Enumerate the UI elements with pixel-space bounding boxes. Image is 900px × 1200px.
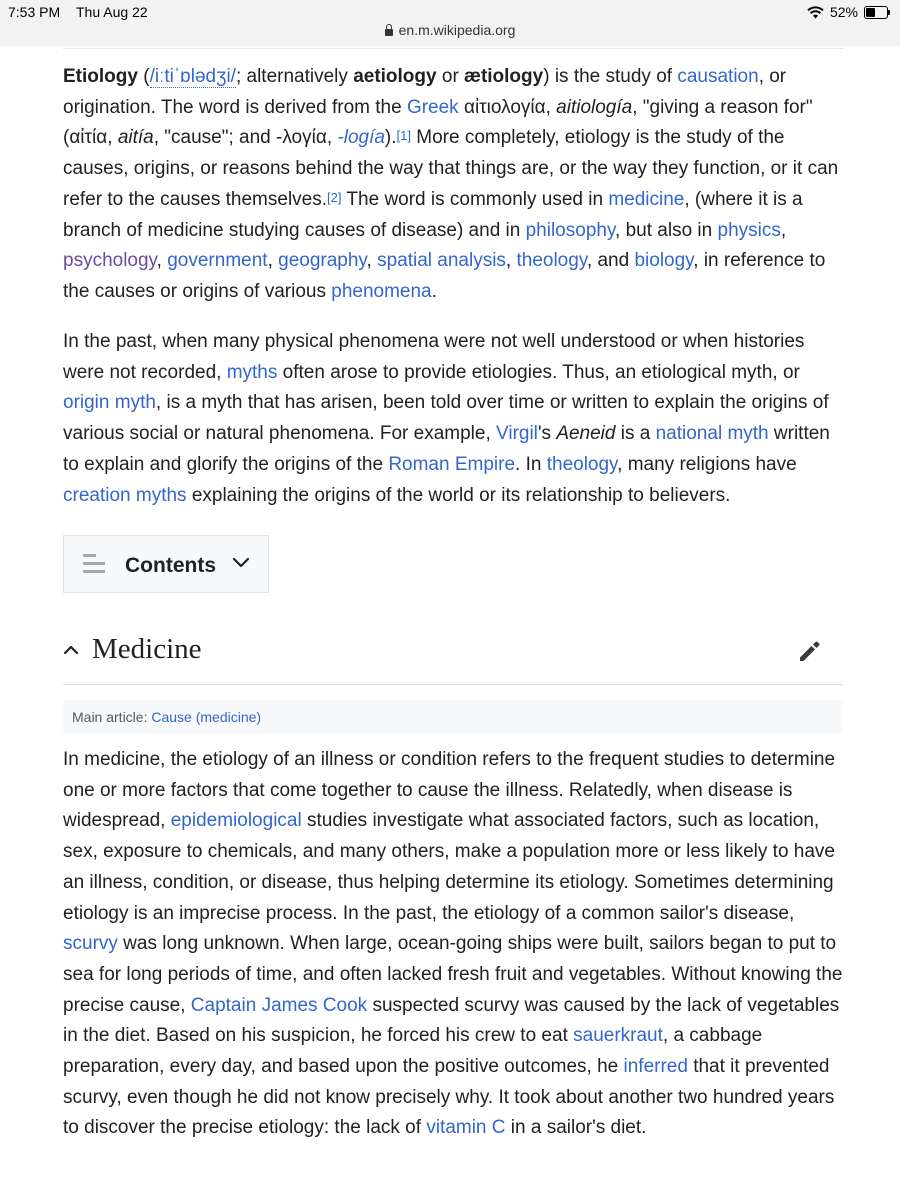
link-psychology[interactable]: psychology [63,250,157,272]
link-philosophy[interactable]: philosophy [525,219,616,241]
section-title[interactable]: Medicine [92,633,202,665]
text: , many religions have [617,453,797,475]
text: suspected scurvy was caused by the lack of vegetables in the diet. Based on his suspicion, he forced his crew to eat [63,994,840,1047]
main-article-hatnote [63,700,843,734]
ipa-link[interactable]: /iːtiˈɒlədʒi/ [149,66,236,87]
text: , and [586,250,635,272]
reference-2[interactable]: [2] [327,189,342,205]
link-physics[interactable]: physics [717,219,781,241]
text: ) is the study of [543,66,678,87]
link-national-myth[interactable]: national myth [655,423,769,445]
text: , "cause"; and -λογία, [153,127,338,149]
text: , or origination. The word is derived from the [63,66,787,118]
lock-icon [385,29,393,36]
text: 's [537,423,557,445]
text: , (where it is a branch of medicine studying causes of disease) and in [63,188,803,241]
chevron-down-icon [232,553,250,571]
italic-text: Aeneid [556,423,616,445]
link-inferred[interactable]: inferred [623,1056,688,1078]
hatnote-prefix: Main article: [72,709,152,725]
status-date: Thu Aug 22 [76,4,148,20]
text: In medicine, the etiology of an illness or condition refers to the frequent studies to determine one or more factors that come together to cause the illness. Relatedly, when disease is widespread, [63,749,836,832]
text: In the past, when many physical phenomena were not well understood or when histories were not recorded, [63,331,805,383]
list-icon [83,554,107,578]
link-spatial-analysis[interactable]: spatial analysis [377,250,506,272]
text: , "giving a reason for" (αἰτία, [63,96,813,149]
text: The word is commonly used in [341,188,609,210]
link-geography[interactable]: geography [278,250,367,272]
text: explaining the origins of the world or its relationship to believers. [186,484,731,506]
contents-label: Contents [125,554,216,577]
link-sauerkraut[interactable]: sauerkraut [573,1025,663,1047]
text: More completely, etiology is the study of the causes, origins, or reasons behind the way that things are, or the way they function, or it can refer to the causes themselves. [63,127,839,210]
text: or [436,66,465,87]
link-vitamin-c[interactable]: vitamin C [426,1117,506,1139]
text: was long unknown. When large, ocean-going ships were built, sailors began to put to sea for long periods of time, and often lacked fresh fruit and vegetables. Without knowing the precise cause, [63,933,843,1016]
text: is a [615,423,656,445]
text: written to explain and glorify the origins of the [63,423,830,475]
link-origin-myth[interactable]: origin myth [63,392,156,414]
link-epidemiological[interactable]: epidemiological [170,810,302,832]
link-government[interactable]: government [167,250,268,272]
text: , but also in [615,219,718,241]
url-text: en.m.wikipedia.org [398,22,516,38]
text: , [366,250,378,272]
battery-level [866,8,875,17]
text: , in reference to the causes or origins of various [63,250,826,302]
link-biology[interactable]: biology [634,250,694,272]
link-causation[interactable]: causation [677,66,759,87]
status-indicators [807,4,888,20]
reference-1[interactable]: [1] [396,128,411,144]
text: , [780,219,787,241]
link-greek[interactable]: Greek [406,96,459,118]
address-bar[interactable] [0,22,900,38]
link-phenomena[interactable]: phenomena [331,280,432,302]
status-time: 7:53 PM [8,4,61,20]
text: . [431,280,437,302]
link-creation-myths[interactable]: creation myths [63,484,187,506]
contents-toggle-button[interactable] [63,535,269,593]
text: that it prevented scurvy, even though he did not know precisely why. It took about another two hundred years to discover the precise etiology: the lack of [63,1056,835,1139]
link-myths[interactable]: myths [226,361,278,383]
link-captain-james-cook[interactable]: Captain James Cook [190,994,368,1016]
status-bar [0,0,900,46]
link-theology[interactable]: theology [516,250,587,272]
header-divider [63,46,843,49]
battery-icon [864,6,888,19]
italic-text: aitía [117,127,154,149]
text: , is a myth that has arisen, been told over time or written to explain the origins of various social or natural phenomena. For example, [63,392,829,445]
link-logia[interactable]: -logía [337,127,385,149]
text: αἰτιολογία, [458,96,557,118]
link-scurvy[interactable]: scurvy [63,933,118,955]
text: , a cabbage preparation, every day, and based upon the positive outcomes, he [63,1025,763,1078]
section-header-medicine [63,630,843,685]
text: ). [384,127,397,149]
link-roman-empire[interactable]: Roman Empire [388,453,516,475]
alt-term: aetiology [353,66,437,87]
term-bold: Etiology [63,66,138,87]
text: often arose to provide etiologies. Thus, an etiological myth, or [277,361,800,383]
text: , [505,250,517,272]
text: studies investigate what associated factors, such as location, sex, exposure to chemicals, and many others, make a population more or less likely to have an illness, condition, or disease, thus helping determine its etiology. Sometimes determining etiology is an imprecise process. In the past, the etiology of a common sailor's disease, [63,810,835,924]
text: ; alternatively [235,66,354,87]
article-body [63,62,845,506]
edit-pencil-icon[interactable] [797,638,823,664]
text: in a sailor's diet. [505,1117,647,1139]
text: , [267,250,279,272]
battery-percent: 52% [829,4,858,20]
text: , [156,250,168,272]
intro-paragraph-1: Etiology (/iːtiˈɒlədʒi/; alternatively aetiology or ætiology) is the study of causation, or origination. The word is derived from the Greek αἰτιολογία, aitiología, "giving a reason for" (αἰτία, aitía, "cause"; and -λογία, -logía).[1] More completely, etiology is the study of the causes, origins, or reasons behind the way that things are, or the way they function, or it can refer to the causes themselves.[2] The word is commonly used in medicine, (where it is a branch of medicine studying causes of disease) and in philosophy, but also in physics, psychology, government, geography, spatial analysis, theology, and biology, in reference to the causes or origins of various phenomena. [63,66,839,302]
link-cause-medicine[interactable]: Cause (medicine) [151,709,262,725]
link-medicine[interactable]: medicine [608,188,685,210]
chevron-up-icon[interactable] [63,642,79,658]
link-virgil[interactable]: Virgil [496,423,538,445]
text: . In [515,453,547,475]
intro-paragraph-2 [63,327,845,511]
wifi-icon [807,6,824,19]
link-theology-2[interactable]: theology [546,453,618,475]
medicine-paragraph [63,745,845,1144]
alt-term: ætiology [464,66,544,87]
italic-text: aitiología [556,96,633,118]
